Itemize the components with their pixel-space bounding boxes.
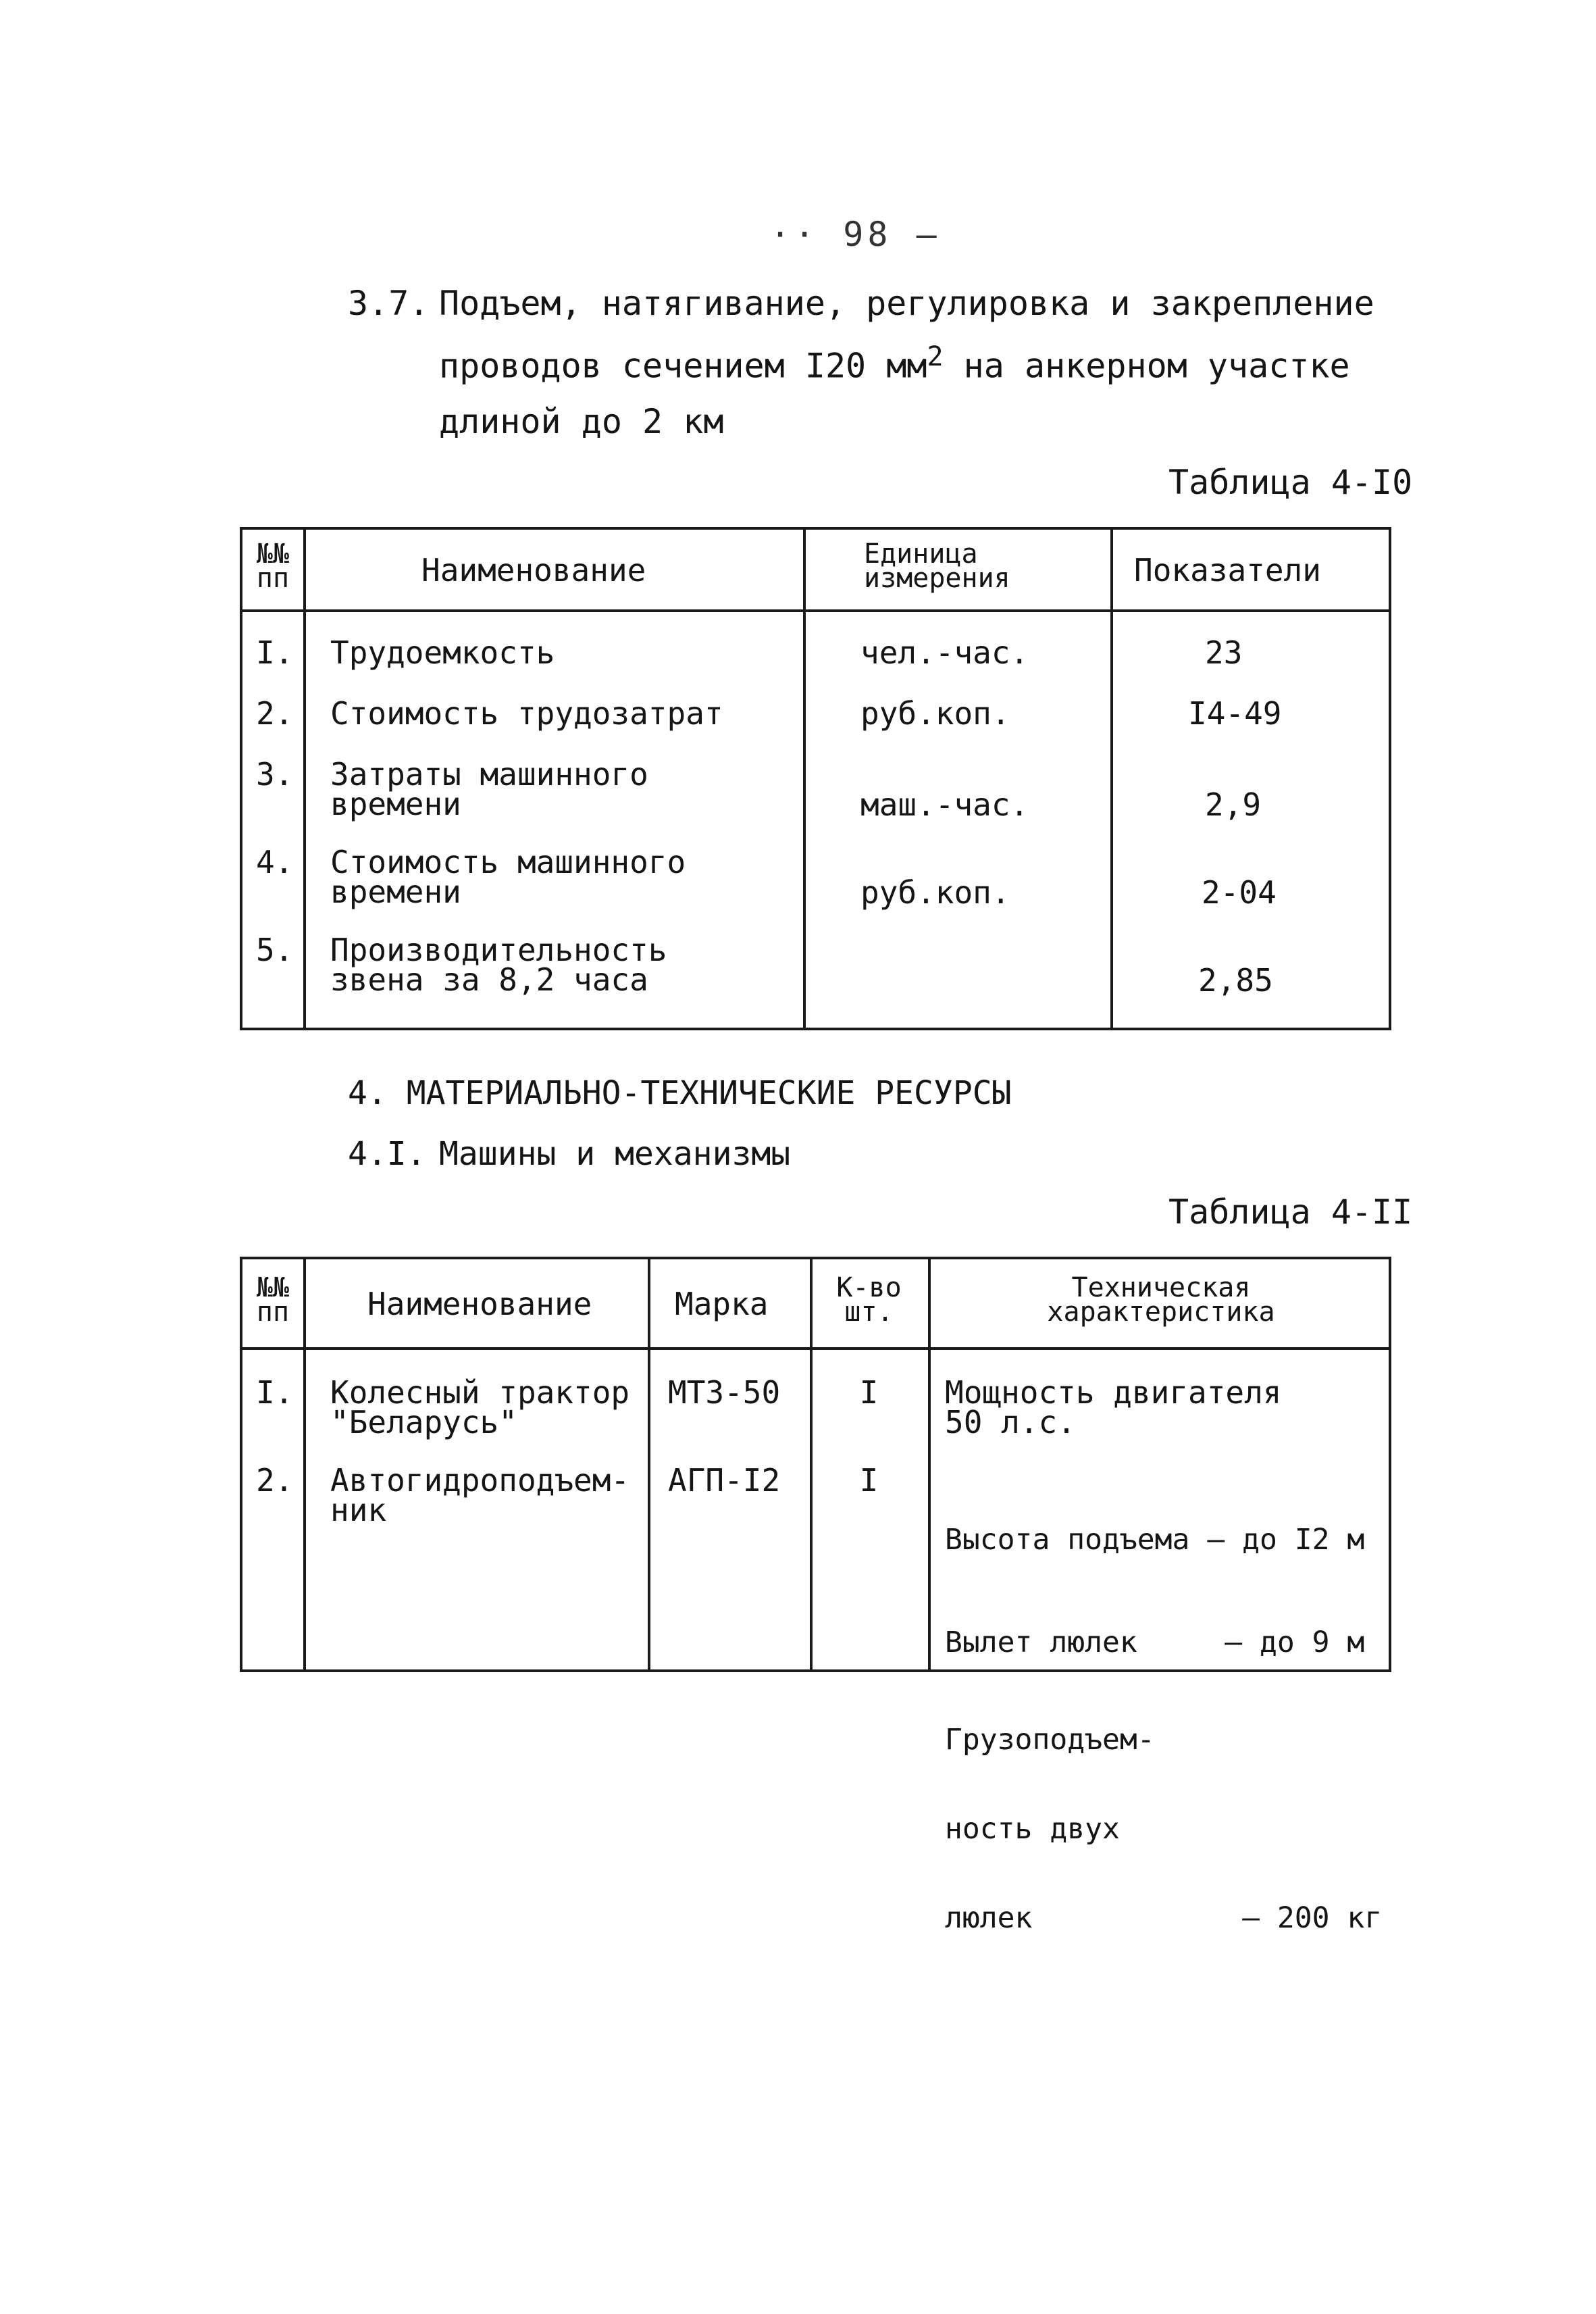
header-unit <box>864 538 1010 594</box>
row-2-spec <box>945 1465 1382 1992</box>
header-brand: Марка <box>675 1286 769 1322</box>
row-2-spec-line-4: ность двух <box>945 1812 1120 1846</box>
row-3-value: 2,9 <box>1205 786 1262 823</box>
header-spec <box>928 1272 1394 1328</box>
header-num <box>242 538 303 594</box>
header-name: Наименование <box>421 552 646 588</box>
section-title-line-2-text: проводов сечением I20 мм <box>439 346 927 386</box>
row-2-spec-line-2: Вылет люлек – до 9 м <box>945 1626 1365 1659</box>
row-2-value: I4-49 <box>1188 695 1282 732</box>
superscript-square: 2 <box>927 341 944 372</box>
header-spec-line-1: Техническая <box>1071 1272 1251 1303</box>
row-2-num: 2. <box>256 695 294 732</box>
row-1-qty: I <box>859 1374 879 1411</box>
section-title-line-2-end: на анкерном участке <box>943 346 1350 386</box>
header-unit-line-1: Единица <box>864 538 978 570</box>
section-title-line-3: длиной до 2 км <box>439 402 724 441</box>
row-2-name <box>330 1462 630 1528</box>
row-1-name-line-2: "Беларусь" <box>330 1404 517 1440</box>
table-4-10-caption: Таблица 4-I0 <box>1168 463 1413 502</box>
row-1-num: I. <box>256 634 294 671</box>
header-unit-line-2: измерения <box>864 563 1010 594</box>
header-qty <box>810 1272 928 1328</box>
row-2-brand: АГП-I2 <box>668 1462 781 1499</box>
row-2-spec-line-1: Высота подъема – до I2 м <box>945 1523 1365 1557</box>
row-1-value: 23 <box>1205 634 1243 671</box>
header-name: Наименование <box>367 1286 592 1322</box>
header-num-line-1: №№ <box>256 538 290 570</box>
row-2-name-line-1: Автогидроподъем- <box>330 1462 630 1499</box>
row-4-value: 2-04 <box>1202 874 1277 911</box>
table-4-11 <box>240 1257 1391 1935</box>
row-1-name-line-1: Колесный трактор <box>330 1374 630 1411</box>
header-num-line-1: №№ <box>256 1272 290 1303</box>
section-4-title: 4. МАТЕРИАЛЬНО-ТЕХНИЧЕСКИЕ РЕСУРСЫ <box>348 1074 1012 1112</box>
row-1-name: Трудоемкость <box>330 634 555 671</box>
table-4-11-caption: Таблица 4-II <box>1168 1192 1413 1232</box>
row-2-qty: I <box>859 1462 879 1499</box>
column-divider <box>303 530 306 1028</box>
row-1-unit: чел.-час. <box>860 634 1029 671</box>
row-2-name-line-2: ник <box>330 1492 387 1528</box>
header-spec-line-2: характеристика <box>1047 1297 1275 1328</box>
header-value: Показатели <box>1134 552 1321 588</box>
subsection-title: Машины и механизмы <box>439 1135 791 1173</box>
section-number: 3.7. <box>348 284 430 323</box>
row-1-brand: МТЗ-50 <box>668 1374 781 1411</box>
row-1-num: I. <box>256 1374 294 1411</box>
row-3-num: 3. <box>256 756 294 793</box>
header-num <box>242 1272 303 1328</box>
row-3-name-line-2: времени <box>330 786 461 822</box>
row-2-spec-line-3: Грузоподъем- <box>945 1723 1155 1757</box>
row-1-spec-line-1: Мощность двигателя <box>945 1374 1282 1411</box>
row-2-num: 2. <box>256 1462 294 1499</box>
row-3-name <box>330 756 648 822</box>
row-2-name: Стоимость трудозатрат <box>330 695 723 732</box>
row-5-name <box>330 932 667 998</box>
row-3-unit: маш.-час. <box>860 786 1029 823</box>
row-2-unit: руб.коп. <box>860 695 1010 732</box>
row-1-spec-line-2: 50 л.с. <box>945 1404 1076 1440</box>
row-4-name-line-1: Стоимость машинного <box>330 844 686 880</box>
table-4-10 <box>240 527 1391 1030</box>
subsection-number: 4.I. <box>348 1135 426 1173</box>
column-divider <box>303 1259 306 1669</box>
row-4-unit: руб.коп. <box>860 874 1010 911</box>
row-4-name-line-2: времени <box>330 874 461 910</box>
header-qty-line-1: К-во <box>836 1272 902 1303</box>
row-4-name <box>330 844 686 910</box>
row-5-name-line-2: звена за 8,2 часа <box>330 961 648 998</box>
page-number: ·· 98 – <box>770 215 941 254</box>
header-num-line-2: пп <box>256 563 290 594</box>
header-qty-line-2: шт. <box>844 1297 894 1328</box>
section-title-line-2 <box>439 341 1350 386</box>
column-divider <box>1110 530 1113 1028</box>
row-5-value: 2,85 <box>1198 962 1273 999</box>
section-title-line-1: Подъем, натягивание, регулировка и закрепление <box>439 284 1374 323</box>
column-divider <box>648 1259 650 1669</box>
header-num-line-2: пп <box>256 1297 290 1328</box>
row-3-name-line-1: Затраты машинного <box>330 756 648 793</box>
header-divider <box>242 1347 1389 1350</box>
row-2-spec-line-5: люлек – 200 кг <box>945 1901 1383 1935</box>
row-1-name <box>330 1374 630 1440</box>
header-divider <box>242 609 1389 612</box>
row-5-num: 5. <box>256 932 294 968</box>
row-4-num: 4. <box>256 844 294 880</box>
row-1-spec <box>945 1374 1282 1440</box>
column-divider <box>803 530 806 1028</box>
row-5-name-line-1: Производительность <box>330 932 667 968</box>
